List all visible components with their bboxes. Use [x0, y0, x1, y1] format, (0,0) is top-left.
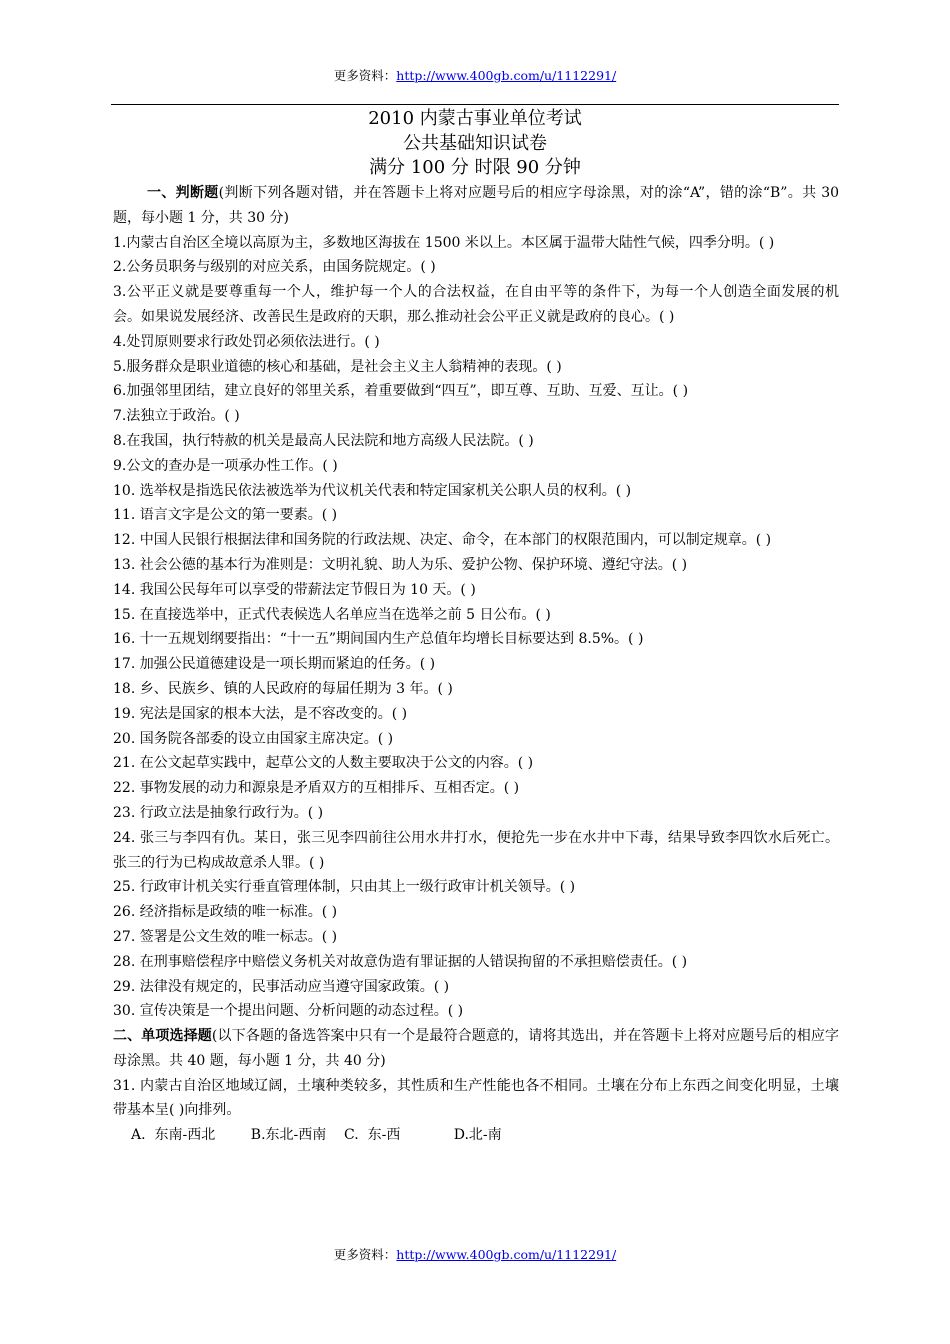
footer-prefix: 更多资料： [333, 1247, 397, 1262]
page-footer [0, 1246, 950, 1264]
question-item: 8.在我国，执行特赦的机关是最高人民法院和地方高级人民法院。( ) [113, 432, 534, 449]
question-item: 10. 选举权是指选民依法被选举为代议机关代表和特定国家机关公职人员的权利。( ) [113, 482, 632, 499]
question-31: 31. 内蒙古自治区地域辽阔，土壤种类较多，其性质和生产性能也各不相同。土壤在分布上东西之间变化明显，土壤带基本呈( )向排列。 [113, 1077, 839, 1119]
section1-instruction: (判断下列各题对错，并在答题卡上将对应题号后的相应字母涂黑，对的涂“A”，错的涂“B”。共 30 题，每小题 1 分，共 30 分) [113, 185, 840, 226]
question-item: 6.加强邻里团结，建立良好的邻里关系，着重要做到“四互”，即互尊、互助、互爱、互让。( ) [113, 383, 689, 400]
exam-title: 2010 内蒙古事业单位考试 [368, 108, 582, 129]
question-item: 11. 语言文字是公文的第一要素。( ) [113, 507, 338, 524]
question-item: 29. 法律没有规定的，民事活动应当遵守国家政策。( ) [113, 978, 450, 995]
question-item: 14. 我国公民每年可以享受的带薪法定节假日为 10 天。( ) [113, 581, 476, 598]
question-item: 15. 在直接选举中，正式代表候选人名单应当在选举之前 5 日公布。( ) [113, 606, 551, 623]
section2-heading: 二、单项选择题 [113, 1028, 212, 1045]
question-item: 24. 张三与李四有仇。某日，张三见李四前往公用水井打水，便抢先一步在水井中下毒，结果导致李四饮水后死亡。张三的行为已构成故意杀人罪。( ) [113, 829, 839, 871]
page-header [0, 67, 950, 85]
question-item: 12. 中国人民银行根据法律和国务院的行政法规、决定、命令，在本部门的权限范围内，可以制定规章。( ) [113, 532, 772, 549]
question-item: 21. 在公文起草实践中，起草公文的人数主要取决于公文的内容。( ) [113, 755, 534, 772]
question-item: 5.服务群众是职业道德的核心和基础，是社会主义主人翁精神的表现。( ) [113, 358, 562, 375]
question-item: 3.公平正义就是要尊重每一个人，维护每一个人的合法权益，在自由平等的条件下，为每一个人创造全面发展的机会。如果说发展经济、改善民生是政府的天职，那么推动社会公平正义就是政府的良心。( ) [113, 284, 839, 325]
question-item: 16. 十一五规划纲要指出：“十一五”期间国内生产总值年均增长目标要达到 8.5%。( ) [113, 631, 644, 648]
question-list [113, 231, 839, 1025]
header-link[interactable]: http://www.400gb.com/u/1112291/ [396, 68, 617, 83]
exam-score-time: 满分 100 分 时限 90 分钟 [369, 157, 581, 178]
question-item: 28. 在刑事赔偿程序中赔偿义务机关对故意伪造有罪证据的人错误拘留的不承担赔偿责任。( ) [113, 953, 688, 970]
exam-subtitle: 公共基础知识试卷 [403, 132, 547, 154]
question-item: 17. 加强公民道德建设是一项长期而紧迫的任务。( ) [113, 656, 436, 673]
question-item: 23. 行政立法是抽象行政行为。( ) [113, 804, 324, 821]
header-divider [111, 104, 839, 105]
question-item: 2.公务员职务与级别的对应关系，由国务院规定。( ) [113, 259, 436, 276]
question-item: 13. 社会公德的基本行为准则是：文明礼貌、助人为乐、爱护公物、保护环境、遵纪守法。( ) [113, 556, 688, 573]
question-item: 9.公文的查办是一项承办性工作。( ) [113, 457, 338, 474]
question-item: 20. 国务院各部委的设立由国家主席决定。( ) [113, 730, 394, 747]
section2-instruction: (以下各题的备选答案中只有一个是最符合题意的，请将其选出，并在答题卡上将对应题号后的相应字母涂黑。共 40 题，每小题 1 分，共 40 分) [113, 1028, 840, 1069]
section1-heading: 一、判断题 [147, 185, 219, 201]
question-item: 1.内蒙古自治区全境以高原为主，多数地区海拔在 1500 米以上。本区属于温带大陆性气候，四季分明。( ) [113, 234, 775, 251]
header-prefix: 更多资料： [333, 68, 397, 83]
question-item: 25. 行政审计机关实行垂直管理体制，只由其上一级行政审计机关领导。( ) [113, 879, 576, 896]
section1-header [113, 181, 839, 231]
question-item: 26. 经济指标是政绩的唯一标准。( ) [113, 904, 338, 921]
question-item: 7.法独立于政治。( ) [113, 408, 240, 425]
question-item: 27. 签署是公文生效的唯一标志。( ) [113, 928, 338, 945]
section2-header [113, 1024, 839, 1074]
exam-title-block [111, 107, 839, 181]
question-31-options: A. 东南-西北 B.东北-西南 C. 东-西 D.北-南 [131, 1127, 502, 1144]
footer-link[interactable]: http://www.400gb.com/u/1112291/ [396, 1247, 617, 1262]
question-item: 18. 乡、民族乡、镇的人民政府的每届任期为 3 年。( ) [113, 680, 453, 697]
question-item: 19. 宪法是国家的根本大法，是不容改变的。( ) [113, 705, 408, 722]
question-item: 4.处罚原则要求行政处罚必须依法进行。( ) [113, 333, 380, 350]
question-item: 30. 宣传决策是一个提出问题、分析问题的动态过程。( ) [113, 1003, 464, 1020]
exam-content [113, 181, 839, 1148]
question-item: 22. 事物发展的动力和源泉是矛盾双方的互相排斥、互相否定。( ) [113, 780, 520, 797]
